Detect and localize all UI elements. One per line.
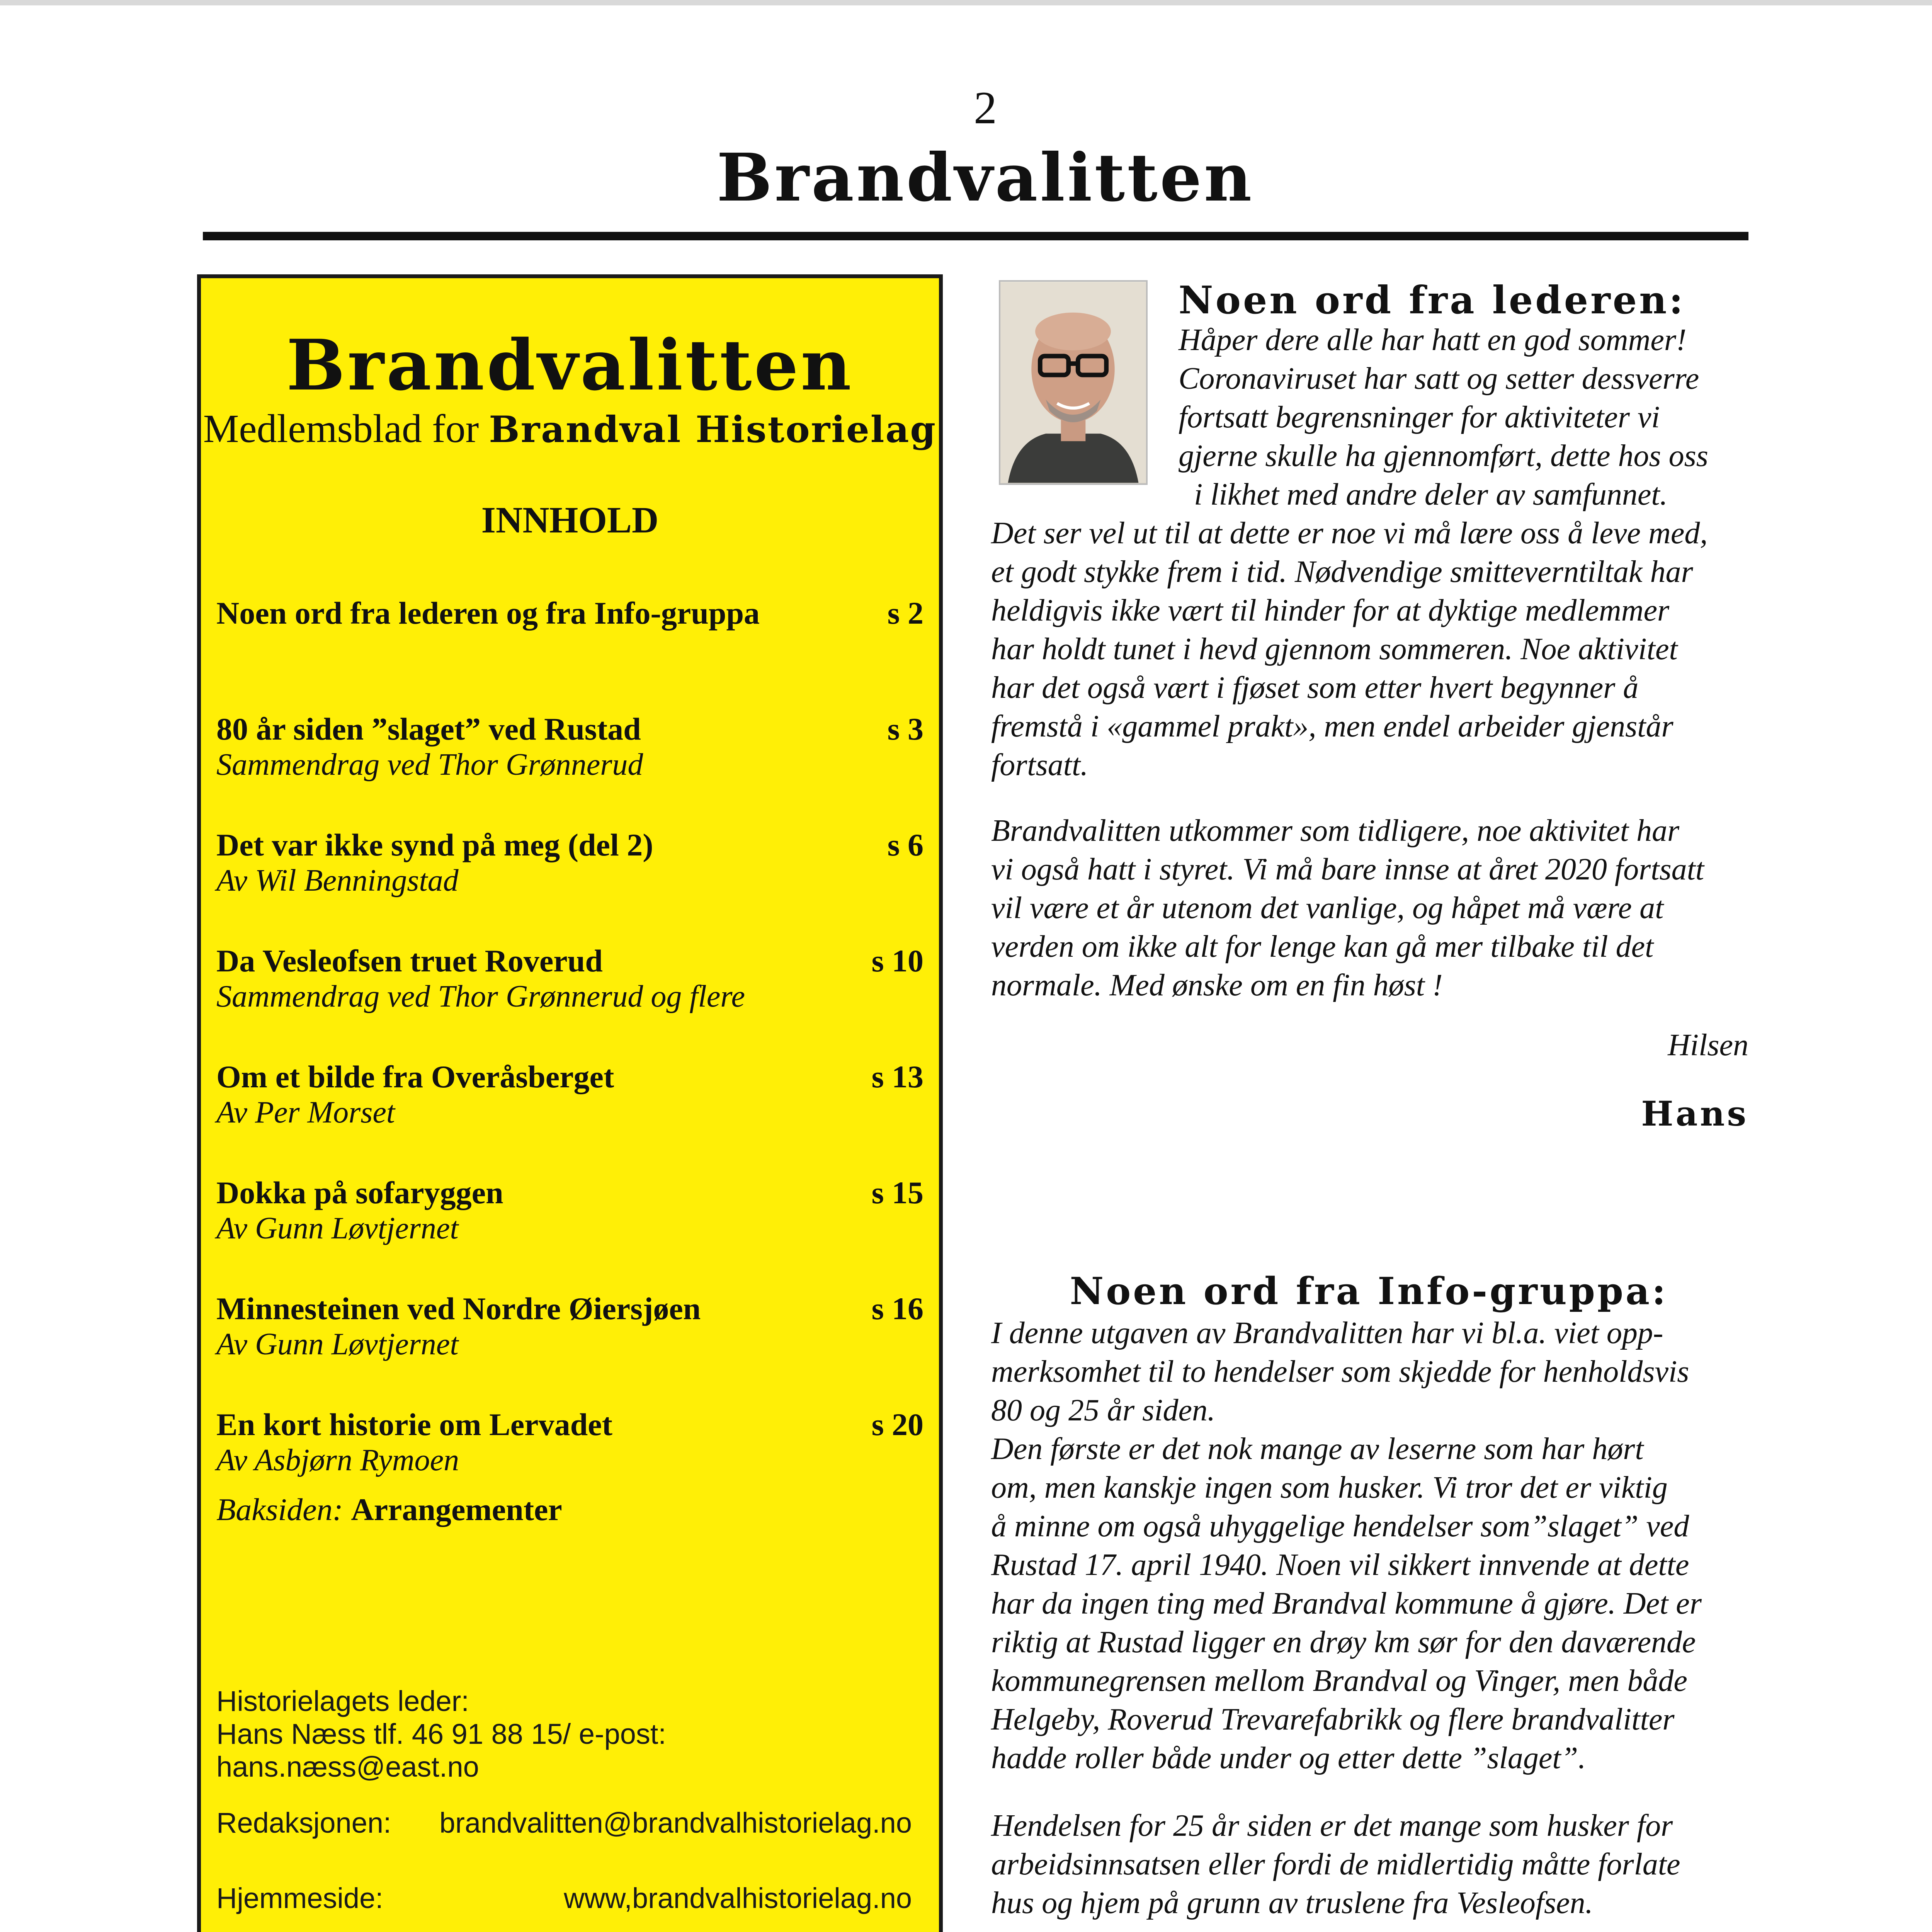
text-line: arbeidsinnsatsen eller fordi de midlertidig måtte forlate [991,1847,1680,1881]
text-line: kommunegrensen mellom Brandval og Vinger, men både [991,1664,1687,1698]
toc-entry [216,1059,923,1175]
toc-author: Av Wil Benningstad [216,864,459,898]
table-of-contents [216,595,923,1522]
toc-title: Da Vesleofsen truet Roverud [216,943,603,978]
leader-greeting: Hilsen [1668,1028,1748,1062]
toc-title: Om et bilde fra Overåsberget [216,1059,614,1094]
text-line: gjerne skulle ha gjennomført, dette hos oss [1179,439,1708,473]
editorial-contact [216,1806,923,1839]
text-line: Coronaviruset har satt og setter dessverre [1179,362,1699,396]
text-line: har holdt tunet i hevd gjennom sommeren. Noe aktivitet [991,632,1678,666]
toc-page: s 15 [871,1175,923,1210]
subtitle-org: Brandval Historielag [489,408,937,451]
toc-title: En kort historie om Lervadet [216,1407,612,1442]
toc-author: Av Gunn Løvtjernet [216,1211,459,1245]
hjemmeside-label: Hjemmeside: [216,1882,383,1914]
toc-entry [216,595,923,711]
toc-title: Minnesteinen ved Nordre Øiersjøen [216,1291,701,1326]
header-rule [203,232,1748,240]
text-line: normale. Med ønske om en fin høst ! [991,968,1443,1002]
toc-title: Noen ord fra lederen og fra Info-gruppa [216,595,760,631]
toc-entry [216,943,923,1059]
text-line: riktig at Rustad ligger en drøy km sør for den daværende [991,1625,1696,1659]
masthead-title: Brandvalitten [716,139,1254,216]
toc-title: 80 år siden ”slaget” ved Rustad [216,711,641,747]
text-line: fremstå i «gammel prakt», men endel arbeider gjenstår [991,709,1673,743]
text-line: har da ingen ting med Brandval kommune å gjøre. Det er [991,1587,1702,1621]
toc-entry [216,1175,923,1291]
toc-page: s 13 [871,1059,923,1094]
text-line: Brandvalitten utkommer som tidligere, noe aktivitet har [991,814,1680,848]
info-heading: Noen ord fra Info-gruppa: [1070,1269,1668,1313]
page-number: 2 [974,82,997,133]
leader-paragraph-1 [991,514,1748,784]
toc-page: s 16 [871,1291,923,1326]
text-line: om, men kanskje ingen som husker. Vi tror det er viktig [991,1471,1668,1505]
sidebar-subtitle [201,406,939,452]
toc-page: s 20 [871,1407,923,1442]
redaksjon-label: Redaksjonen: [216,1807,391,1839]
text-line: heldigvis ikke vært til hinder for at dyktige medlemmer [991,594,1670,628]
text-line: Den første er det nok mange av leserne som har hørt [991,1432,1644,1466]
sidebar-title: Brandvalitten [286,325,854,406]
leader-intro-lines [1179,321,1750,514]
hjemmeside-url: www,brandvalhistorielag.no [564,1882,912,1914]
toc-author: Av Gunn Løvtjernet [216,1327,459,1361]
text-line: fortsatt begrensninger for aktiviteter vi [1179,400,1660,434]
redaksjon-email: brandvalitten@brandvalhistorielag.no [439,1807,912,1839]
leader-portrait [999,280,1148,485]
text-line: fortsatt. [991,748,1088,782]
toc-author: Sammendrag ved Thor Grønnerud og flere [216,980,745,1014]
text-line: hus og hjem på grunn av truslene fra Vesleofsen. [991,1886,1593,1920]
text-line: i likhet med andre deler av samfunnet. [1194,478,1668,512]
toc-author: Av Per Morset [216,1095,395,1129]
toc-title: Det var ikke synd på meg (del 2) [216,827,653,862]
contents-heading: INNHOLD [481,499,659,541]
toc-entry [216,1291,923,1406]
text-line: Hendelsen for 25 år siden er det mange som husker for [991,1809,1673,1843]
contents-sidebar [197,274,943,1932]
toc-page: s 2 [887,595,923,631]
subtitle-prefix: Medlemsblad for [203,406,479,451]
leader-heading: Noen ord fra lederen: [1179,278,1685,323]
text-line: har det også vært i fjøset som etter hvert begynner å [991,671,1639,705]
text-line: merksomhet til to hendelser som skjedde for henholdsvis [991,1355,1689,1389]
toc-title: Dokka på sofaryggen [216,1175,503,1210]
toc-page: s 10 [871,943,923,978]
text-line: et godt stykke frem i tid. Nødvendige smitteverntiltak har [991,555,1693,589]
toc-author: Av Asbjørn Rymoen [216,1443,459,1477]
text-line: hadde roller både under og etter dette ”slaget”. [991,1741,1586,1775]
toc-author: Sammendrag ved Thor Grønnerud [216,748,643,782]
toc-entry [216,711,923,827]
text-line: 80 og 25 år siden. [991,1393,1215,1427]
text-line: vi også hatt i styret. Vi må bare innse at året 2020 fortsatt [991,852,1704,886]
toc-entry [216,827,923,943]
leader-paragraph-2 [991,811,1748,1005]
text-line: vil være et år utenom det vanlige, og håpet må være at [991,891,1664,925]
bakside-label: Baksiden: [216,1492,343,1527]
text-line: Helgeby, Roverud Trevarefabrikk og flere brandvalitter [991,1702,1675,1736]
leader-contact [216,1685,923,1783]
text-line: Rustad 17. april 1940. Noen vil sikkert innvende at dette [991,1548,1689,1582]
text-line: Håper dere alle har hatt en god sommer! [1179,323,1687,357]
toc-page: s 6 [887,827,923,862]
text-line: I denne utgaven av Brandvalitten har vi bl.a. viet opp- [991,1316,1663,1350]
leader-value: Hans Næss tlf. 46 91 88 15/ e-post: hans.næss@east.no [216,1718,667,1783]
leader-label: Historielagets leder: [216,1685,469,1717]
leader-signature: Hans [1641,1094,1748,1134]
toc-page: s 3 [887,711,923,747]
info-paragraph-2 [991,1806,1748,1922]
homepage-contact [216,1882,923,1915]
bakside-value: Arrangementer [351,1492,562,1527]
text-line: verden om ikke alt for lenge kan gå mer tilbake til det [991,930,1654,964]
text-line: å minne om også uhyggelige hendelser som”slaget” ved [991,1509,1689,1543]
text-line: Det ser vel ut til at dette er noe vi må lære oss å leve med, [991,516,1708,550]
back-page-note [216,1492,562,1528]
info-paragraph-1 [991,1314,1748,1777]
